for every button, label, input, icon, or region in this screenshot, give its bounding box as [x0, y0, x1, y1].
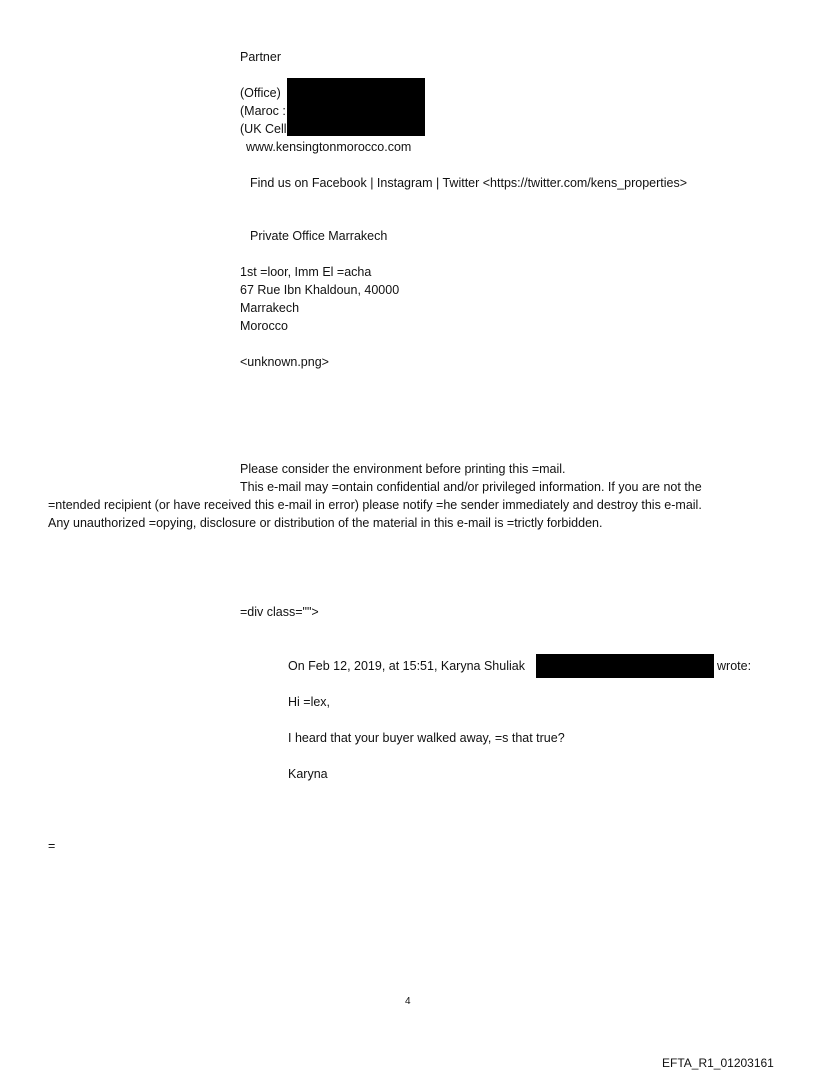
phone-redaction [287, 78, 425, 136]
office-phone-label: (Office) [240, 86, 281, 100]
quoted-header-suffix: wrote: [717, 659, 752, 673]
quoted-signoff: Karyna [288, 767, 328, 781]
quoted-header-prefix: On Feb 12, 2019, at 15:51, Karyna Shuliak [288, 659, 525, 673]
page-number: 4 [405, 996, 411, 1007]
disclaimer-line-3: =ntended recipient (or have received this e-mail in error) please notify =he sender immediately and destroy this e-mail. [48, 498, 702, 512]
website-text: www.kensingtonmorocco.com [246, 140, 412, 154]
quoted-body: I heard that your buyer walked away, =s that true? [288, 731, 565, 745]
footer-document-id: EFTA_R1_01203161 [662, 1056, 774, 1070]
disclaimer-line-1: Please consider the environment before printing this =mail. [240, 462, 566, 476]
address-line-3: Marrakech [240, 301, 300, 315]
email-redaction [536, 654, 714, 678]
office-name: Private Office Marrakech [250, 229, 388, 243]
div-tag-text: =div class=""> [240, 605, 319, 619]
address-line-4: Morocco [240, 319, 288, 333]
image-placeholder-text: <unknown.png> [240, 355, 329, 369]
trailing-char: = [48, 839, 56, 853]
disclaimer-line-4: Any unauthorized =opying, disclosure or distribution of the material in this e-mail is =trictly forbidden. [48, 516, 603, 530]
social-links-text: Find us on Facebook | Instagram | Twitter <https://twitter.com/kens_properties> [250, 176, 688, 190]
address-line-1: 1st =loor, Imm El =acha [240, 265, 372, 279]
maroc-phone-label: (Maroc : [240, 104, 286, 118]
disclaimer-line-2: This e-mail may =ontain confidential and/or privileged information. If you are not the [240, 480, 702, 494]
address-line-2: 67 Rue Ibn Khaldoun, 40000 [240, 283, 400, 297]
uk-cell-label: (UK Cell [240, 122, 287, 136]
signature-title: Partner [240, 50, 281, 64]
quoted-greeting: Hi =lex, [288, 695, 331, 709]
